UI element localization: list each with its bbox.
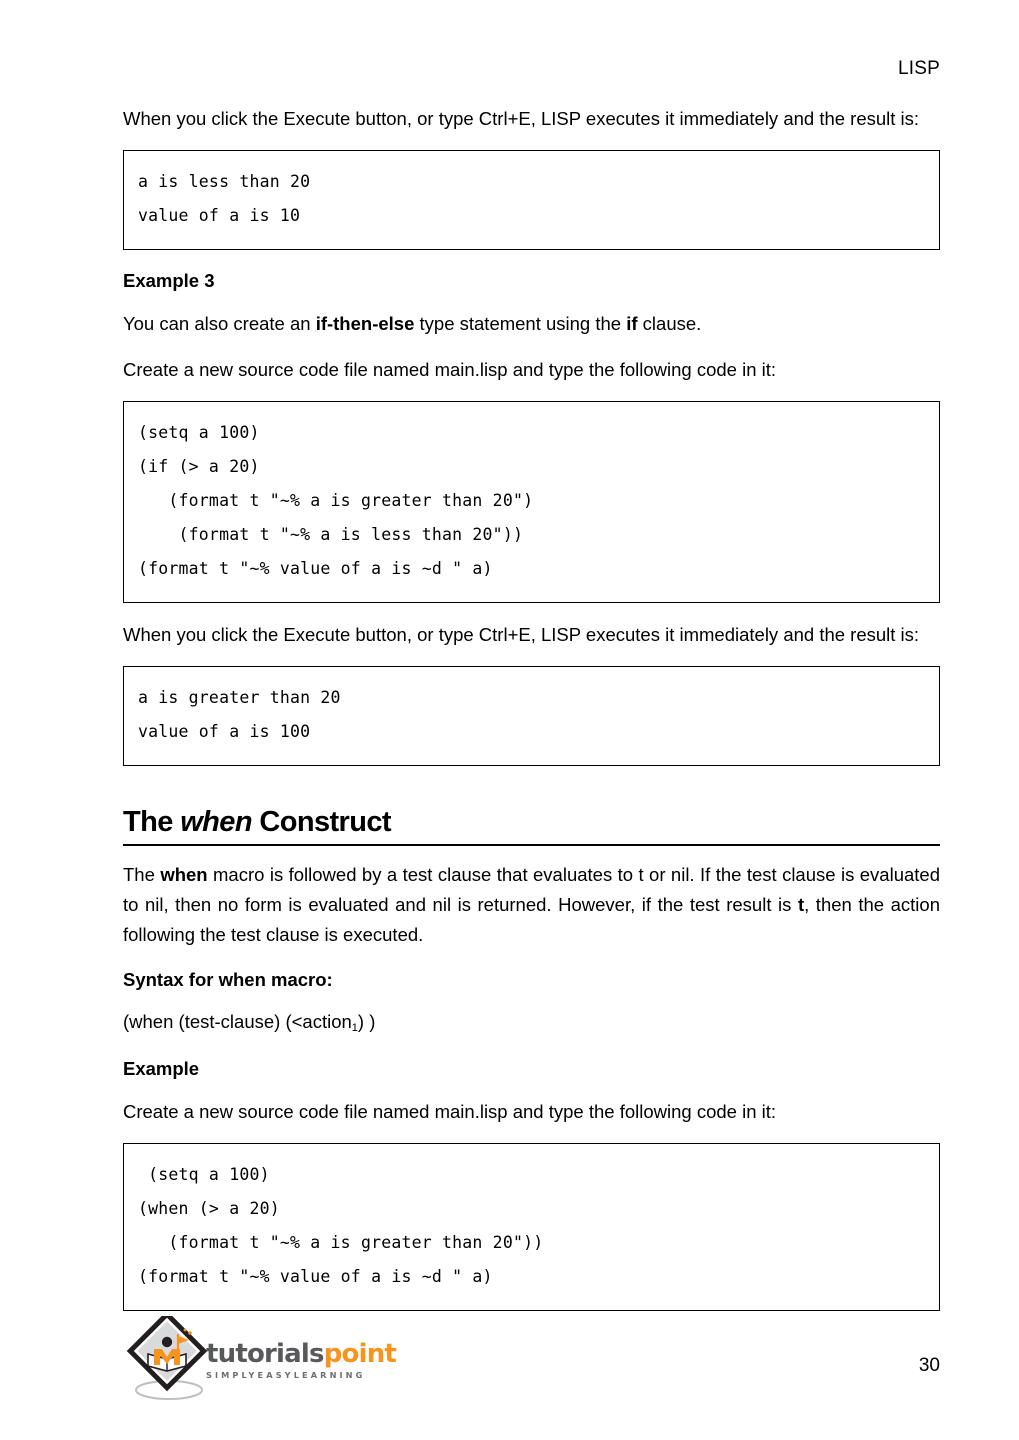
code-line: (if (> a 20) bbox=[138, 457, 260, 476]
heading-fragment: Construct bbox=[251, 806, 391, 838]
page-number: 30 bbox=[918, 1355, 940, 1376]
page-content bbox=[123, 104, 940, 1328]
syntax-fragment: ) ) bbox=[357, 1011, 376, 1032]
heading-fragment: The bbox=[123, 806, 181, 838]
bold-if-then-else: if-then-else bbox=[315, 313, 415, 334]
code-line: (setq a 100) bbox=[138, 1165, 270, 1184]
output-block-1 bbox=[123, 150, 940, 250]
code-block-when-example bbox=[123, 1143, 940, 1311]
bold-if: if bbox=[626, 313, 638, 334]
paragraph-when-description bbox=[123, 860, 940, 950]
syntax-subscript: 1 bbox=[351, 1022, 358, 1034]
logo-tagline: SIMPLYEASYLEARNING bbox=[206, 1370, 366, 1380]
code-line: (when (> a 20) bbox=[138, 1199, 280, 1218]
syntax-when-macro bbox=[123, 1008, 940, 1039]
heading-example-3: Example 3 bbox=[123, 270, 215, 291]
logo-word-tutorials: tutorials bbox=[206, 1339, 324, 1369]
code-line: (format t "~% a is greater than 20") bbox=[138, 491, 534, 510]
text-fragment: type statement using the bbox=[414, 313, 627, 334]
paragraph-execute-note-2: When you click the Execute button, or type Ctrl+E, LISP executes it immediately and the result is: bbox=[123, 624, 920, 645]
paragraph-execute-note-1: When you click the Execute button, or type Ctrl+E, LISP executes it immediately and the result is: bbox=[123, 108, 920, 129]
heading-when-construct bbox=[123, 804, 940, 840]
text-fragment: macro is followed by a test clause that evaluates to t or nil. If the test clause is evaluated to nil, then no form is evaluated and nil is returned. However, if the test result is bbox=[123, 864, 940, 915]
paragraph-create-file-1: Create a new source code file named main.lisp and type the following code in it: bbox=[123, 359, 777, 380]
logo-word-point: point bbox=[323, 1339, 397, 1369]
text-fragment: , then the action following the test clause is executed. bbox=[123, 894, 940, 945]
code-line: (format t "~% a is greater than 20")) bbox=[138, 1233, 544, 1252]
code-line: (format t "~% a is less than 20")) bbox=[138, 525, 524, 544]
code-line: (setq a 100) bbox=[138, 423, 260, 442]
page-footer bbox=[0, 1300, 1019, 1430]
code-line: (format t "~% value of a is ~d " a) bbox=[138, 559, 493, 578]
output-line: value of a is 100 bbox=[138, 722, 311, 741]
text-fragment: clause. bbox=[637, 313, 702, 334]
heading-italic-when: when bbox=[180, 806, 252, 838]
bold-t: t bbox=[797, 894, 805, 915]
heading-syntax-when-macro: Syntax for when macro: bbox=[123, 969, 333, 990]
output-block-2 bbox=[123, 666, 940, 766]
section-when-construct bbox=[123, 804, 940, 846]
heading-divider bbox=[123, 844, 940, 846]
output-line: value of a is 10 bbox=[138, 206, 301, 225]
code-block-if-example bbox=[123, 401, 940, 603]
text-fragment: You can also create an bbox=[123, 313, 316, 334]
page-header-title: LISP bbox=[898, 58, 940, 79]
output-line: a is less than 20 bbox=[138, 172, 311, 191]
paragraph-if-then-else bbox=[123, 309, 940, 339]
syntax-fragment: (when (test-clause) (<action bbox=[123, 1011, 352, 1032]
heading-example: Example bbox=[123, 1058, 200, 1079]
text-fragment: The bbox=[123, 864, 161, 885]
code-line: (format t "~% value of a is ~d " a) bbox=[138, 1267, 493, 1286]
bold-when: when bbox=[160, 864, 208, 885]
paragraph-create-file-2: Create a new source code file named main.lisp and type the following code in it: bbox=[123, 1101, 777, 1122]
output-line: a is greater than 20 bbox=[138, 688, 341, 707]
